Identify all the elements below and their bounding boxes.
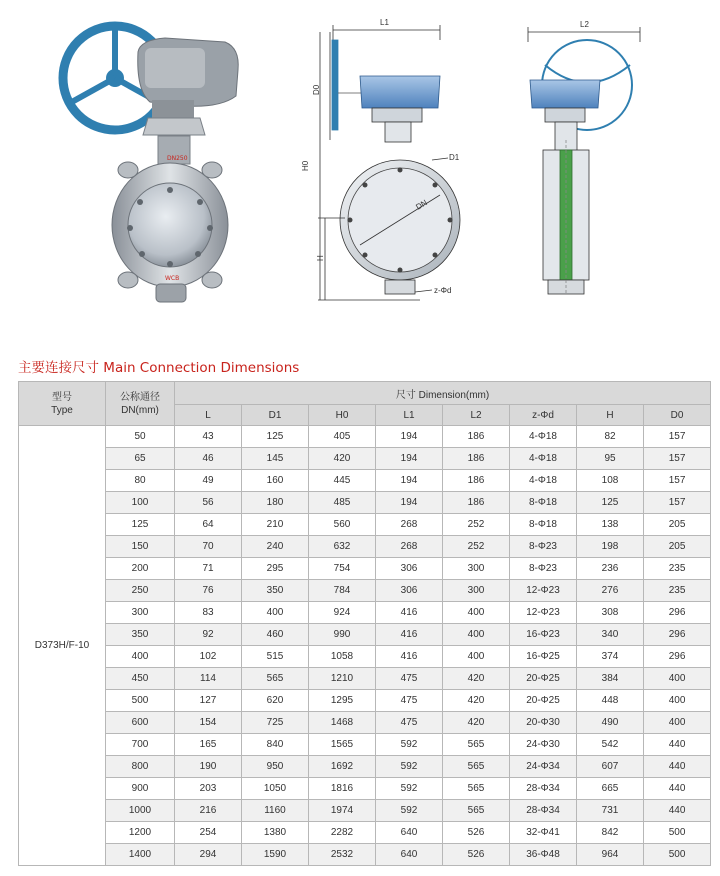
dimension-cell: 252 bbox=[443, 536, 510, 558]
dimension-cell: 440 bbox=[644, 800, 711, 822]
dimension-cell: 400 bbox=[644, 668, 711, 690]
table-row bbox=[19, 536, 711, 558]
dimension-cell: 400 bbox=[242, 602, 309, 624]
dimension-cell: 46 bbox=[175, 448, 242, 470]
dimension-cell: 1590 bbox=[242, 844, 309, 866]
dimension-cell: 420 bbox=[443, 690, 510, 712]
dimension-cell: 205 bbox=[644, 536, 711, 558]
dimension-cell: 490 bbox=[577, 712, 644, 734]
product-figure-area bbox=[0, 0, 720, 340]
dimension-cell: 416 bbox=[376, 646, 443, 668]
header-dn: 公称通径 DN(mm) bbox=[106, 382, 175, 426]
column-header: L1 bbox=[376, 405, 443, 426]
dimension-cell: 475 bbox=[376, 668, 443, 690]
table-row bbox=[19, 800, 711, 822]
table-row bbox=[19, 580, 711, 602]
dimension-cell: 49 bbox=[175, 470, 242, 492]
table-row bbox=[19, 778, 711, 800]
dimension-cell: 12-Φ23 bbox=[510, 580, 577, 602]
dimension-cell: 405 bbox=[309, 426, 376, 448]
column-header: D1 bbox=[242, 405, 309, 426]
dimension-cell: 448 bbox=[577, 690, 644, 712]
dimension-cell: 500 bbox=[644, 844, 711, 866]
dn-cell: 800 bbox=[106, 756, 175, 778]
dimension-cell: 36-Φ48 bbox=[510, 844, 577, 866]
dimension-cell: 296 bbox=[644, 624, 711, 646]
dimension-cell: 950 bbox=[242, 756, 309, 778]
dimension-cell: 240 bbox=[242, 536, 309, 558]
dimension-cell: 71 bbox=[175, 558, 242, 580]
dimension-cell: 300 bbox=[443, 580, 510, 602]
dimension-cell: 1160 bbox=[242, 800, 309, 822]
dn-cell: 80 bbox=[106, 470, 175, 492]
table-row bbox=[19, 646, 711, 668]
dimension-cell: 632 bbox=[309, 536, 376, 558]
dimension-cell: 560 bbox=[309, 514, 376, 536]
dimension-cell: 665 bbox=[577, 778, 644, 800]
side-view-drawing bbox=[528, 27, 640, 295]
dimension-cell: 216 bbox=[175, 800, 242, 822]
stamp-body: WCB bbox=[165, 275, 180, 282]
dimension-cell: 157 bbox=[644, 426, 711, 448]
dimension-cell: 500 bbox=[644, 822, 711, 844]
dimension-cell: 592 bbox=[376, 734, 443, 756]
column-header: L bbox=[175, 405, 242, 426]
label-bolt: z-Φd bbox=[434, 286, 452, 295]
dimension-cell: 400 bbox=[443, 624, 510, 646]
dimension-cell: 76 bbox=[175, 580, 242, 602]
dimension-cell: 296 bbox=[644, 646, 711, 668]
dimension-cell: 252 bbox=[443, 514, 510, 536]
dimension-cell: 526 bbox=[443, 822, 510, 844]
dimension-cell: 8-Φ18 bbox=[510, 514, 577, 536]
dn-cell: 600 bbox=[106, 712, 175, 734]
type-cell: D373H/F-10 bbox=[19, 426, 106, 866]
dimension-cell: 384 bbox=[577, 668, 644, 690]
dimension-cell: 640 bbox=[376, 844, 443, 866]
label-l2: L2 bbox=[580, 20, 589, 29]
dimension-cell: 20-Φ25 bbox=[510, 668, 577, 690]
dimension-cell: 445 bbox=[309, 470, 376, 492]
dimension-cell: 114 bbox=[175, 668, 242, 690]
label-d1: D1 bbox=[449, 153, 460, 162]
dn-cell: 150 bbox=[106, 536, 175, 558]
dimension-cell: 592 bbox=[376, 778, 443, 800]
stamp-dn: DN250 bbox=[167, 155, 188, 162]
dimension-cell: 102 bbox=[175, 646, 242, 668]
dimension-cell: 990 bbox=[309, 624, 376, 646]
dimension-cell: 2532 bbox=[309, 844, 376, 866]
label-dn: DN bbox=[414, 197, 429, 212]
dimension-cell: 8-Φ18 bbox=[510, 492, 577, 514]
dimension-cell: 125 bbox=[577, 492, 644, 514]
dimension-cell: 1974 bbox=[309, 800, 376, 822]
dn-cell: 1200 bbox=[106, 822, 175, 844]
dimension-cell: 460 bbox=[242, 624, 309, 646]
dimension-cell: 203 bbox=[175, 778, 242, 800]
dimension-cell: 235 bbox=[644, 580, 711, 602]
dimension-cell: 235 bbox=[644, 558, 711, 580]
dn-cell: 500 bbox=[106, 690, 175, 712]
table-row bbox=[19, 602, 711, 624]
dimension-cell: 165 bbox=[175, 734, 242, 756]
dimension-cell: 1816 bbox=[309, 778, 376, 800]
dimension-cell: 82 bbox=[577, 426, 644, 448]
dimension-cell: 198 bbox=[577, 536, 644, 558]
dimension-cell: 4-Φ18 bbox=[510, 448, 577, 470]
dimension-cell: 964 bbox=[577, 844, 644, 866]
dimension-cell: 28-Φ34 bbox=[510, 778, 577, 800]
dimension-cell: 340 bbox=[577, 624, 644, 646]
dimension-cell: 440 bbox=[644, 756, 711, 778]
valve-photo bbox=[63, 26, 238, 302]
dimension-cell: 620 bbox=[242, 690, 309, 712]
column-header: L2 bbox=[443, 405, 510, 426]
dimension-cell: 565 bbox=[242, 668, 309, 690]
dimension-cell: 308 bbox=[577, 602, 644, 624]
dimension-cell: 56 bbox=[175, 492, 242, 514]
dimension-cell: 924 bbox=[309, 602, 376, 624]
dimension-cell: 180 bbox=[242, 492, 309, 514]
dimension-cell: 1210 bbox=[309, 668, 376, 690]
dimension-cell: 254 bbox=[175, 822, 242, 844]
dimension-cell: 95 bbox=[577, 448, 644, 470]
dimension-cell: 542 bbox=[577, 734, 644, 756]
dimension-cell: 1058 bbox=[309, 646, 376, 668]
dimension-cell: 160 bbox=[242, 470, 309, 492]
dimension-cell: 400 bbox=[443, 602, 510, 624]
dimension-cell: 725 bbox=[242, 712, 309, 734]
dimension-cell: 12-Φ23 bbox=[510, 602, 577, 624]
dimension-cell: 2282 bbox=[309, 822, 376, 844]
table-row bbox=[19, 624, 711, 646]
dimension-cell: 1692 bbox=[309, 756, 376, 778]
dn-cell: 65 bbox=[106, 448, 175, 470]
section-title: 主要连接尺寸 Main Connection Dimensions bbox=[18, 360, 300, 376]
dimension-cell: 416 bbox=[376, 602, 443, 624]
dimension-cell: 731 bbox=[577, 800, 644, 822]
dimension-cell: 268 bbox=[376, 514, 443, 536]
dimension-cell: 475 bbox=[376, 712, 443, 734]
label-h: H bbox=[316, 255, 325, 261]
dimension-cell: 400 bbox=[644, 712, 711, 734]
dimension-cell: 420 bbox=[443, 712, 510, 734]
dimension-cell: 400 bbox=[644, 690, 711, 712]
table-row bbox=[19, 844, 711, 866]
table-row bbox=[19, 558, 711, 580]
dimension-cell: 268 bbox=[376, 536, 443, 558]
dn-cell: 450 bbox=[106, 668, 175, 690]
dimension-cell: 16-Φ25 bbox=[510, 646, 577, 668]
dimension-cell: 32-Φ41 bbox=[510, 822, 577, 844]
table-row bbox=[19, 470, 711, 492]
dimension-cell: 295 bbox=[242, 558, 309, 580]
table-row bbox=[19, 426, 711, 448]
table-row bbox=[19, 448, 711, 470]
table-row bbox=[19, 514, 711, 536]
dimension-cell: 1380 bbox=[242, 822, 309, 844]
dn-cell: 700 bbox=[106, 734, 175, 756]
dn-cell: 1000 bbox=[106, 800, 175, 822]
dimension-cell: 306 bbox=[376, 580, 443, 602]
dn-cell: 900 bbox=[106, 778, 175, 800]
dn-cell: 250 bbox=[106, 580, 175, 602]
dimension-cell: 83 bbox=[175, 602, 242, 624]
dimension-cell: 138 bbox=[577, 514, 644, 536]
dimension-cell: 20-Φ30 bbox=[510, 712, 577, 734]
dimension-cell: 565 bbox=[443, 800, 510, 822]
dimension-cell: 186 bbox=[443, 470, 510, 492]
dimension-cell: 236 bbox=[577, 558, 644, 580]
dimension-cell: 157 bbox=[644, 492, 711, 514]
dimension-cell: 194 bbox=[376, 470, 443, 492]
dimension-cell: 526 bbox=[443, 844, 510, 866]
dimension-cell: 565 bbox=[443, 734, 510, 756]
dimension-cell: 24-Φ34 bbox=[510, 756, 577, 778]
dn-cell: 100 bbox=[106, 492, 175, 514]
dimension-cell: 640 bbox=[376, 822, 443, 844]
dimension-cell: 565 bbox=[443, 778, 510, 800]
dimension-cell: 1565 bbox=[309, 734, 376, 756]
dimension-cell: 416 bbox=[376, 624, 443, 646]
dimension-cell: 70 bbox=[175, 536, 242, 558]
dimension-cell: 1295 bbox=[309, 690, 376, 712]
label-l1: L1 bbox=[380, 18, 389, 27]
dimension-cell: 440 bbox=[644, 778, 711, 800]
dimension-cell: 145 bbox=[242, 448, 309, 470]
dimension-cell: 440 bbox=[644, 734, 711, 756]
dn-cell: 50 bbox=[106, 426, 175, 448]
dimension-cell: 294 bbox=[175, 844, 242, 866]
dimension-cell: 127 bbox=[175, 690, 242, 712]
table-row bbox=[19, 690, 711, 712]
dimension-cell: 784 bbox=[309, 580, 376, 602]
dn-cell: 200 bbox=[106, 558, 175, 580]
dimension-cell: 210 bbox=[242, 514, 309, 536]
dimension-cell: 565 bbox=[443, 756, 510, 778]
dimension-cell: 276 bbox=[577, 580, 644, 602]
dimension-cell: 300 bbox=[443, 558, 510, 580]
front-view-drawing bbox=[318, 25, 460, 300]
dimension-cell: 194 bbox=[376, 448, 443, 470]
dimension-cell: 157 bbox=[644, 470, 711, 492]
dimension-cell: 840 bbox=[242, 734, 309, 756]
dimension-cell: 108 bbox=[577, 470, 644, 492]
dimension-cell: 157 bbox=[644, 448, 711, 470]
dimension-cell: 374 bbox=[577, 646, 644, 668]
dimension-cell: 607 bbox=[577, 756, 644, 778]
dn-cell: 1400 bbox=[106, 844, 175, 866]
table-row bbox=[19, 756, 711, 778]
column-header: H bbox=[577, 405, 644, 426]
dimension-cell: 24-Φ30 bbox=[510, 734, 577, 756]
dimension-cell: 125 bbox=[242, 426, 309, 448]
dimension-cell: 400 bbox=[443, 646, 510, 668]
dimension-cell: 592 bbox=[376, 800, 443, 822]
dimension-cell: 350 bbox=[242, 580, 309, 602]
column-header: H0 bbox=[309, 405, 376, 426]
dimension-cell: 186 bbox=[443, 492, 510, 514]
dn-cell: 300 bbox=[106, 602, 175, 624]
dimension-cell: 4-Φ18 bbox=[510, 470, 577, 492]
dimension-cell: 485 bbox=[309, 492, 376, 514]
dimension-cell: 306 bbox=[376, 558, 443, 580]
dimension-cell: 28-Φ34 bbox=[510, 800, 577, 822]
dimension-cell: 205 bbox=[644, 514, 711, 536]
dimension-cell: 194 bbox=[376, 426, 443, 448]
dimension-cell: 92 bbox=[175, 624, 242, 646]
label-d0: D0 bbox=[312, 84, 321, 95]
dimension-cell: 592 bbox=[376, 756, 443, 778]
table-row bbox=[19, 822, 711, 844]
valve-illustrations bbox=[0, 0, 720, 340]
table-row bbox=[19, 734, 711, 756]
dimension-cell: 420 bbox=[443, 668, 510, 690]
dimension-cell: 20-Φ25 bbox=[510, 690, 577, 712]
dimension-cell: 4-Φ18 bbox=[510, 426, 577, 448]
dimension-cell: 420 bbox=[309, 448, 376, 470]
dimension-cell: 475 bbox=[376, 690, 443, 712]
column-header: D0 bbox=[644, 405, 711, 426]
header-type: 型号 Type bbox=[19, 382, 106, 426]
dimension-cell: 16-Φ23 bbox=[510, 624, 577, 646]
dimension-cell: 190 bbox=[175, 756, 242, 778]
dimension-cell: 754 bbox=[309, 558, 376, 580]
dimension-cell: 1468 bbox=[309, 712, 376, 734]
header-dimension-group: 尺寸 Dimension(mm) bbox=[175, 382, 711, 405]
dimension-cell: 8-Φ23 bbox=[510, 558, 577, 580]
table-row bbox=[19, 492, 711, 514]
label-h0: H0 bbox=[301, 160, 310, 171]
dn-cell: 350 bbox=[106, 624, 175, 646]
dimension-cell: 43 bbox=[175, 426, 242, 448]
dimension-cell: 1050 bbox=[242, 778, 309, 800]
dimension-cell: 64 bbox=[175, 514, 242, 536]
table-row bbox=[19, 712, 711, 734]
dimension-table bbox=[18, 381, 711, 866]
dimension-cell: 8-Φ23 bbox=[510, 536, 577, 558]
dimension-cell: 515 bbox=[242, 646, 309, 668]
dimension-cell: 842 bbox=[577, 822, 644, 844]
dimension-cell: 186 bbox=[443, 448, 510, 470]
dn-cell: 125 bbox=[106, 514, 175, 536]
column-header: z-Φd bbox=[510, 405, 577, 426]
dimension-cell: 186 bbox=[443, 426, 510, 448]
dn-cell: 400 bbox=[106, 646, 175, 668]
dimension-cell: 296 bbox=[644, 602, 711, 624]
dimension-cell: 194 bbox=[376, 492, 443, 514]
table-row bbox=[19, 668, 711, 690]
dimension-cell: 154 bbox=[175, 712, 242, 734]
